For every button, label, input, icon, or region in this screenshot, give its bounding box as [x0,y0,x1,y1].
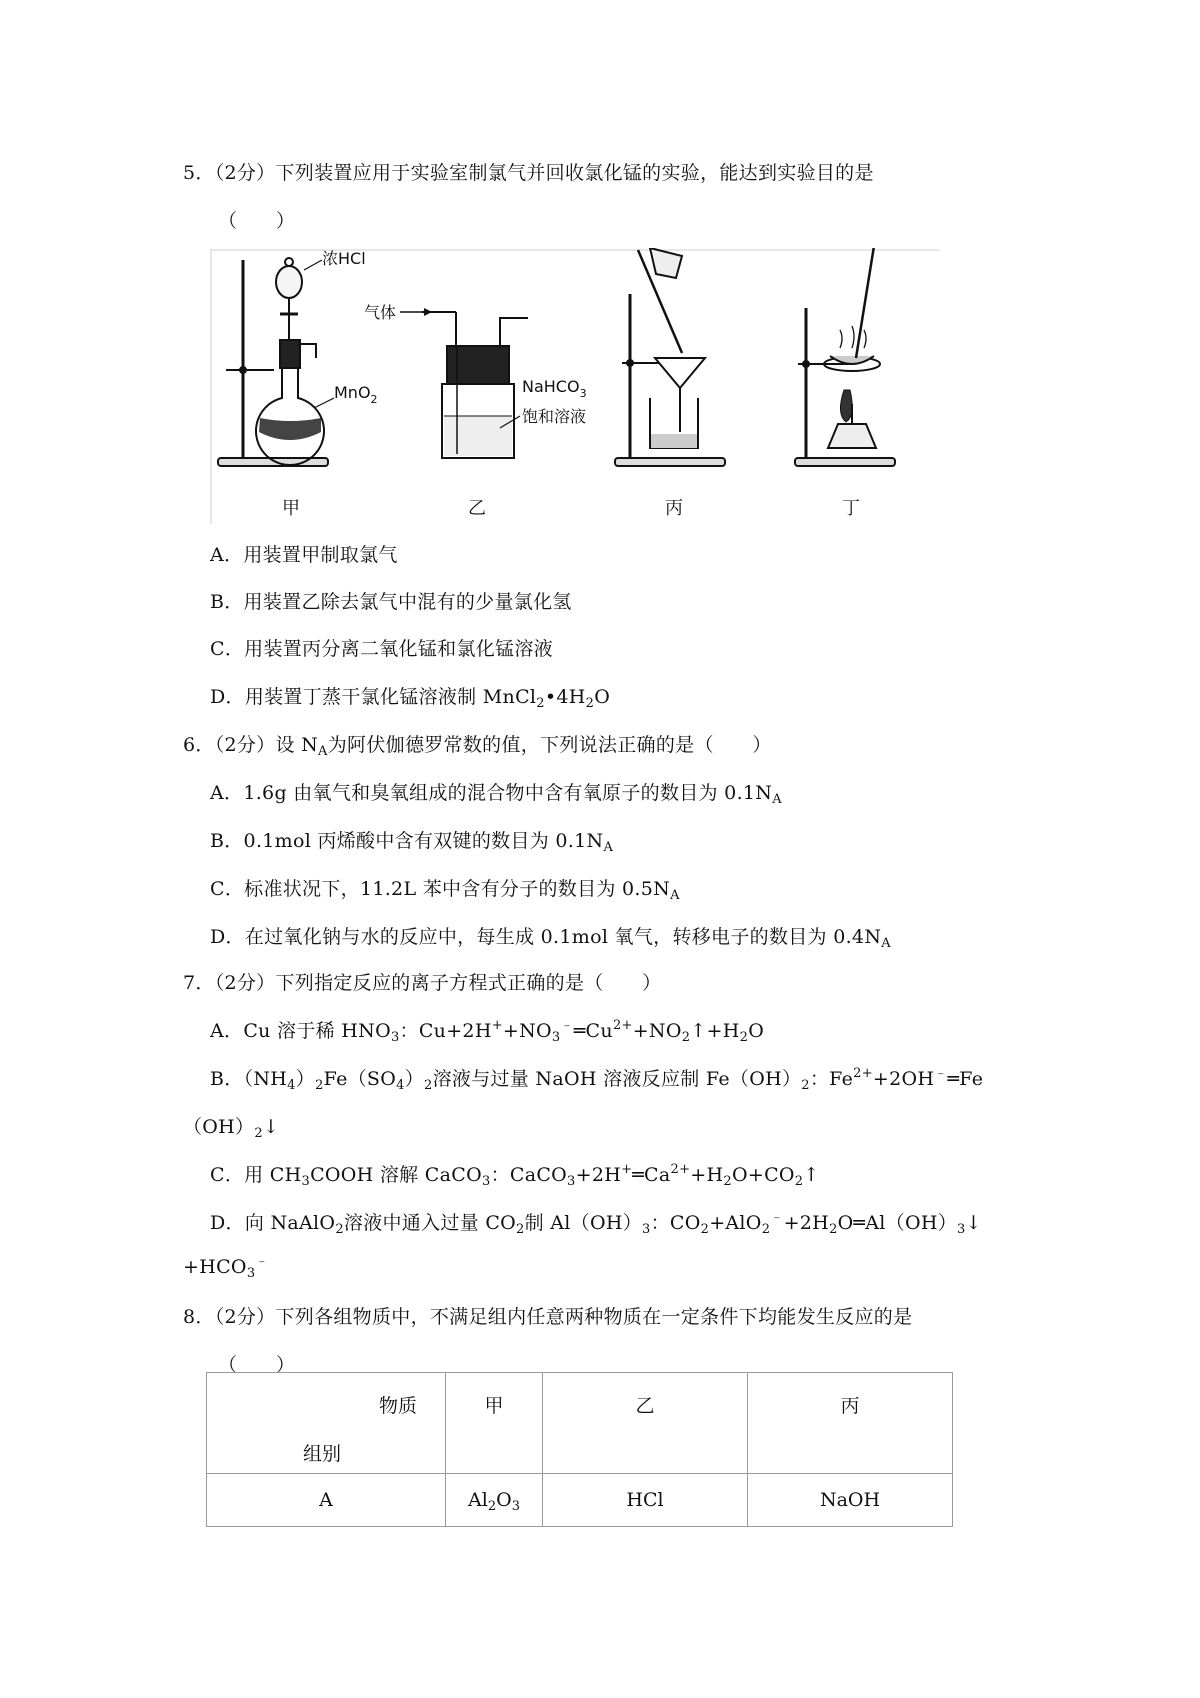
table-row [207,1474,953,1527]
q8-stem: 8．（2分）下列各组物质中，不满足组内任意两种物质在一定条件下均能发生反应的是 [183,1306,913,1328]
header-substance: 物质 [378,1395,417,1417]
row-a-jia: $Al_2O_3$ [446,1474,543,1527]
q7-option-c: C．用 $CH_3COOH$ 溶解 CaCO$_3$：$CaCO_3+2H^+═Ca^{2+}+H_2O+CO_2↑$ [210,1162,820,1189]
label-saturated-solution: 饱和溶液 [522,407,587,426]
apparatus-figure [210,248,940,524]
q5-option-d: D．用装置丁蒸干氯化锰溶液制 $MnCl_2•4H_2O$ [210,686,611,711]
q6-stem: 6．（2分）设 $N_A$为阿伏伽德罗常数的值，下列说法正确的是（ ） [183,734,772,759]
q8-table [206,1372,953,1527]
apparatus-bing [615,248,725,466]
label-nahco3: NaHCO$_3$ [522,377,587,400]
header-col-yi: 乙 [543,1373,748,1474]
q6-option-a: A．1.6g 由氧气和臭氧组成的混合物中含有氧原子的数目为 $0.1N_A$ [210,782,782,807]
apparatus-ding [795,248,895,466]
q7-option-b: B．$(NH_4)_2Fe(SO_4)_2$溶液与过量 NaOH 溶液反应制 $Fe(OH)_2$：$Fe^{2+}+2OH^﹣═Fe$ [210,1066,984,1093]
table-header-row [207,1373,953,1474]
table-corner-cell [207,1373,446,1474]
q5-option-b: B．用装置乙除去氯气中混有的少量氯化氢 [210,591,572,613]
q7-stem: 7．（2分）下列指定反应的离子方程式正确的是（ ） [183,972,662,994]
q6-option-d: D．在过氧化钠与水的反应中，每生成 0.1mol 氧气，转移电子的数目为 $0.4N_A$ [210,926,891,951]
q5-stem: 5．（2分）下列装置应用于实验室制氯气并回收氯化锰的实验，能达到实验目的是 [183,162,874,184]
apparatus-jia [218,258,328,466]
q8-paren: （ ） [218,1354,296,1376]
header-col-jia: 甲 [446,1373,543,1474]
label-conc-hcl: 浓HCl [322,249,366,268]
q7-option-a: A．Cu 溶于稀 $HNO_3$：$Cu+2H^++NO_3^﹣═Cu^{2+}+NO_2↑+H_2O$ [210,1018,765,1045]
q5-option-a: A．用装置甲制取氯气 [210,544,398,566]
q6-option-c: C．标准状况下，11.2L 苯中含有分子的数目为 $0.5N_A$ [210,878,680,903]
header-col-bing: 丙 [748,1373,953,1474]
row-a-yi: HCl [543,1474,748,1527]
caption-bing: 丙 [665,498,683,519]
caption-yi: 乙 [468,498,486,519]
label-mno2: MnO$_2$ [334,383,378,406]
q5-paren: （ ） [218,210,296,232]
q7-option-d-continued: $+HCO_3^﹣$ [183,1254,269,1281]
row-a-bing: NaOH [748,1474,953,1527]
apparatus-yi [422,312,528,458]
q6-option-b: B．0.1mol 丙烯酸中含有双键的数目为 $0.1N_A$ [210,830,614,855]
q7-option-b-continued: $(OH)_2↓$ [183,1116,280,1141]
label-gas: 气体 [364,303,397,322]
header-group: 组别 [303,1443,342,1465]
row-a-label: A [207,1474,446,1527]
q5-option-c: C．用装置丙分离二氧化锰和氯化锰溶液 [210,638,553,660]
caption-jia: 甲 [282,498,300,519]
caption-ding: 丁 [842,498,860,519]
q7-option-d: D．向 NaAlO$_2$溶液中通入过量 $CO_2$制 $Al(OH)_3$：$CO_2+AlO_2^﹣+2H_2O═Al(OH)_3↓$ [210,1210,982,1237]
